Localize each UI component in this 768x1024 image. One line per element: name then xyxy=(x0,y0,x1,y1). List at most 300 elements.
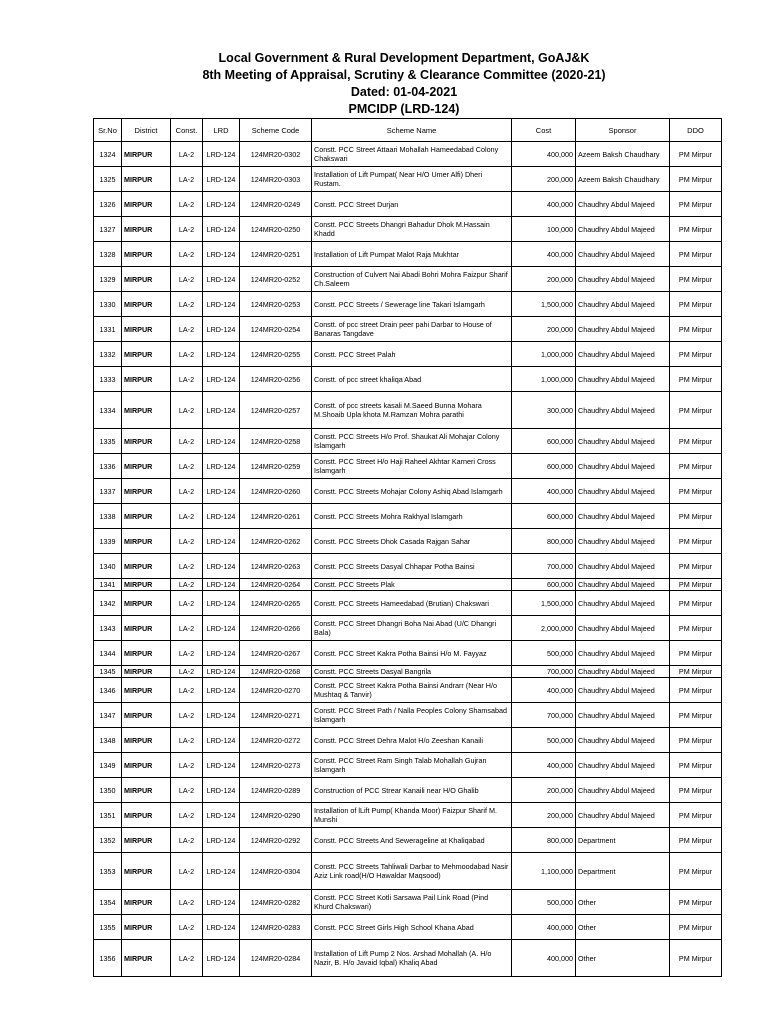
cell-district: MIRPUR xyxy=(122,217,171,242)
cell-sponsor: Chaudhry Abdul Majeed xyxy=(576,579,670,591)
cell-sponsor: Chaudhry Abdul Majeed xyxy=(576,267,670,292)
cell-sr-no: 1325 xyxy=(94,167,122,192)
cell-cost: 800,000 xyxy=(512,828,576,853)
cell-const: LA-2 xyxy=(171,728,203,753)
table-row xyxy=(94,142,722,167)
cell-scheme-code: 124MR20-0303 xyxy=(240,167,312,192)
cell-sr-no: 1327 xyxy=(94,217,122,242)
cell-scheme-name: Constt. PCC Streets Mohajar Colony Ashiq Abad Islamgarh xyxy=(312,479,512,504)
cell-cost: 400,000 xyxy=(512,479,576,504)
department-title: Local Government & Rural Development Department, GoAJ&K xyxy=(218,51,590,65)
cell-sponsor: Chaudhry Abdul Majeed xyxy=(576,367,670,392)
cell-lrd: LRD-124 xyxy=(203,267,240,292)
table-row xyxy=(94,579,722,591)
cell-ddo: PM Mirpur xyxy=(670,367,722,392)
cell-sponsor: Chaudhry Abdul Majeed xyxy=(576,641,670,666)
cell-const: LA-2 xyxy=(171,666,203,678)
cell-scheme-code: 124MR20-0290 xyxy=(240,803,312,828)
cell-lrd: LRD-124 xyxy=(203,890,240,915)
cell-const: LA-2 xyxy=(171,591,203,616)
cell-district: MIRPUR xyxy=(122,728,171,753)
cell-lrd: LRD-124 xyxy=(203,616,240,641)
cell-ddo: PM Mirpur xyxy=(670,803,722,828)
cell-sponsor: Chaudhry Abdul Majeed xyxy=(576,666,670,678)
table-row xyxy=(94,753,722,778)
cell-cost: 500,000 xyxy=(512,728,576,753)
cell-sr-no: 1354 xyxy=(94,890,122,915)
table-row xyxy=(94,479,722,504)
cell-sponsor: Chaudhry Abdul Majeed xyxy=(576,429,670,454)
cell-ddo: PM Mirpur xyxy=(670,554,722,579)
cell-district: MIRPUR xyxy=(122,367,171,392)
cell-district: MIRPUR xyxy=(122,591,171,616)
cell-scheme-code: 124MR20-0292 xyxy=(240,828,312,853)
cell-sr-no: 1329 xyxy=(94,267,122,292)
cell-cost: 400,000 xyxy=(512,142,576,167)
cell-ddo: PM Mirpur xyxy=(670,342,722,367)
cell-cost: 400,000 xyxy=(512,242,576,267)
cell-sponsor: Chaudhry Abdul Majeed xyxy=(576,217,670,242)
cell-const: LA-2 xyxy=(171,504,203,529)
cell-cost: 400,000 xyxy=(512,678,576,703)
cell-ddo: PM Mirpur xyxy=(670,940,722,977)
cell-ddo: PM Mirpur xyxy=(670,828,722,853)
cell-sponsor: Chaudhry Abdul Majeed xyxy=(576,292,670,317)
cell-const: LA-2 xyxy=(171,392,203,429)
cell-cost: 200,000 xyxy=(512,267,576,292)
cell-district: MIRPUR xyxy=(122,853,171,890)
cell-ddo: PM Mirpur xyxy=(670,579,722,591)
cell-scheme-code: 124MR20-0272 xyxy=(240,728,312,753)
cell-scheme-name: Constt. PCC Streets Tahliwali Darbar to Mehmoodabad Nasir Aziz Link road(H/O Hawaldar Maqsood) xyxy=(312,853,512,890)
cell-district: MIRPUR xyxy=(122,392,171,429)
table-row xyxy=(94,728,722,753)
cell-ddo: PM Mirpur xyxy=(670,641,722,666)
cell-scheme-name: Constt. PCC Streets H/o Prof. Shaukat Ali Mohajar Colony Islamgarh xyxy=(312,429,512,454)
table-row xyxy=(94,890,722,915)
cell-sr-no: 1347 xyxy=(94,703,122,728)
column-header-ddo: DDO xyxy=(670,119,722,142)
table-row xyxy=(94,504,722,529)
column-header-sponsor: Sponsor xyxy=(576,119,670,142)
cell-sr-no: 1355 xyxy=(94,915,122,940)
cell-const: LA-2 xyxy=(171,267,203,292)
cell-sr-no: 1328 xyxy=(94,242,122,267)
cell-cost: 500,000 xyxy=(512,641,576,666)
cell-scheme-name: Constt. PCC Street Palah xyxy=(312,342,512,367)
cell-const: LA-2 xyxy=(171,641,203,666)
column-header-sr-no: Sr.No xyxy=(94,119,122,142)
cell-cost: 200,000 xyxy=(512,778,576,803)
cell-sponsor: Chaudhry Abdul Majeed xyxy=(576,342,670,367)
cell-ddo: PM Mirpur xyxy=(670,753,722,778)
cell-sr-no: 1352 xyxy=(94,828,122,853)
cell-scheme-code: 124MR20-0255 xyxy=(240,342,312,367)
cell-scheme-code: 124MR20-0270 xyxy=(240,678,312,703)
cell-district: MIRPUR xyxy=(122,940,171,977)
cell-lrd: LRD-124 xyxy=(203,242,240,267)
cell-district: MIRPUR xyxy=(122,616,171,641)
cell-ddo: PM Mirpur xyxy=(670,853,722,890)
cell-district: MIRPUR xyxy=(122,915,171,940)
cell-ddo: PM Mirpur xyxy=(670,728,722,753)
cell-ddo: PM Mirpur xyxy=(670,454,722,479)
cell-scheme-code: 124MR20-0250 xyxy=(240,217,312,242)
cell-ddo: PM Mirpur xyxy=(670,666,722,678)
column-header-const: Const. xyxy=(171,119,203,142)
cell-lrd: LRD-124 xyxy=(203,940,240,977)
cell-scheme-code: 124MR20-0273 xyxy=(240,753,312,778)
cell-lrd: LRD-124 xyxy=(203,678,240,703)
cell-district: MIRPUR xyxy=(122,479,171,504)
cell-scheme-code: 124MR20-0260 xyxy=(240,479,312,504)
cell-sponsor: Chaudhry Abdul Majeed xyxy=(576,554,670,579)
cell-lrd: LRD-124 xyxy=(203,392,240,429)
cell-sponsor: Other xyxy=(576,940,670,977)
cell-sr-no: 1343 xyxy=(94,616,122,641)
cell-const: LA-2 xyxy=(171,292,203,317)
cell-sr-no: 1331 xyxy=(94,317,122,342)
cell-scheme-name: Constt. PCC Streets Plak xyxy=(312,579,512,591)
cell-lrd: LRD-124 xyxy=(203,217,240,242)
cell-cost: 400,000 xyxy=(512,940,576,977)
cell-scheme-code: 124MR20-0256 xyxy=(240,367,312,392)
cell-const: LA-2 xyxy=(171,803,203,828)
table-row xyxy=(94,703,722,728)
cell-const: LA-2 xyxy=(171,192,203,217)
cell-scheme-name: Constt. of pcc streets kasali M.Saeed Bunna Mohara M.Shoaib Upla khota M.Ramzan Mohra parathi xyxy=(312,392,512,429)
cell-scheme-name: Constt. PCC Streets Dhangri Bahadur Dhok M.Hassain Khadd xyxy=(312,217,512,242)
cell-ddo: PM Mirpur xyxy=(670,267,722,292)
table-row xyxy=(94,641,722,666)
cell-cost: 300,000 xyxy=(512,392,576,429)
cell-cost: 700,000 xyxy=(512,666,576,678)
table-row xyxy=(94,828,722,853)
cell-district: MIRPUR xyxy=(122,429,171,454)
cell-scheme-name: Installation of Lift Pump 2 Nos. Arshad Mohallah (A. H/o Nazir, B. H/o Javaid Iqbal) Khaliq Abad xyxy=(312,940,512,977)
cell-lrd: LRD-124 xyxy=(203,666,240,678)
cell-cost: 700,000 xyxy=(512,703,576,728)
cell-sponsor: Azeem Baksh Chaudhary xyxy=(576,142,670,167)
cell-sr-no: 1326 xyxy=(94,192,122,217)
cell-scheme-name: Constt. PCC Street Kakra Potha Bainsi Andrarr (Near H/o Mushtaq & Tanvir) xyxy=(312,678,512,703)
cell-sponsor: Chaudhry Abdul Majeed xyxy=(576,392,670,429)
cell-sr-no: 1339 xyxy=(94,529,122,554)
cell-district: MIRPUR xyxy=(122,454,171,479)
table-row xyxy=(94,529,722,554)
cell-district: MIRPUR xyxy=(122,641,171,666)
cell-scheme-code: 124MR20-0289 xyxy=(240,778,312,803)
cell-lrd: LRD-124 xyxy=(203,803,240,828)
cell-scheme-name: Installation of Lift Pumpat Malot Raja Mukhtar xyxy=(312,242,512,267)
cell-district: MIRPUR xyxy=(122,242,171,267)
cell-ddo: PM Mirpur xyxy=(670,317,722,342)
cell-scheme-code: 124MR20-0284 xyxy=(240,940,312,977)
cell-const: LA-2 xyxy=(171,678,203,703)
cell-sponsor: Chaudhry Abdul Majeed xyxy=(576,529,670,554)
cell-const: LA-2 xyxy=(171,367,203,392)
cell-scheme-code: 124MR20-0261 xyxy=(240,504,312,529)
cell-const: LA-2 xyxy=(171,616,203,641)
cell-scheme-code: 124MR20-0249 xyxy=(240,192,312,217)
table-row xyxy=(94,803,722,828)
cell-scheme-name: Constt. PCC Street Dehra Malot H/o Zeeshan Kanaili xyxy=(312,728,512,753)
cell-const: LA-2 xyxy=(171,579,203,591)
cell-scheme-code: 124MR20-0302 xyxy=(240,142,312,167)
cell-district: MIRPUR xyxy=(122,678,171,703)
cell-scheme-name: Constt. PCC Street Ram Singh Talab Mohallah Gujran Islamgarh xyxy=(312,753,512,778)
cell-cost: 600,000 xyxy=(512,504,576,529)
cell-const: LA-2 xyxy=(171,167,203,192)
table-row xyxy=(94,192,722,217)
cell-scheme-name: Constt. PCC Street Path / Nalla Peoples Colony Shamsabad Islamgarh xyxy=(312,703,512,728)
cell-sr-no: 1340 xyxy=(94,554,122,579)
cell-sponsor: Department xyxy=(576,853,670,890)
cell-district: MIRPUR xyxy=(122,292,171,317)
cell-cost: 500,000 xyxy=(512,890,576,915)
column-header-cost: Cost xyxy=(512,119,576,142)
cell-lrd: LRD-124 xyxy=(203,167,240,192)
cell-const: LA-2 xyxy=(171,142,203,167)
cell-const: LA-2 xyxy=(171,317,203,342)
cell-ddo: PM Mirpur xyxy=(670,703,722,728)
cell-lrd: LRD-124 xyxy=(203,367,240,392)
cell-sponsor: Chaudhry Abdul Majeed xyxy=(576,242,670,267)
cell-sr-no: 1324 xyxy=(94,142,122,167)
cell-cost: 1,000,000 xyxy=(512,342,576,367)
cell-scheme-code: 124MR20-0259 xyxy=(240,454,312,479)
cell-district: MIRPUR xyxy=(122,192,171,217)
cell-scheme-code: 124MR20-0252 xyxy=(240,267,312,292)
cell-district: MIRPUR xyxy=(122,579,171,591)
cell-sr-no: 1356 xyxy=(94,940,122,977)
cell-sr-no: 1350 xyxy=(94,778,122,803)
cell-scheme-code: 124MR20-0253 xyxy=(240,292,312,317)
cell-lrd: LRD-124 xyxy=(203,342,240,367)
cell-sponsor: Chaudhry Abdul Majeed xyxy=(576,728,670,753)
cell-scheme-code: 124MR20-0304 xyxy=(240,853,312,890)
cell-ddo: PM Mirpur xyxy=(670,591,722,616)
cell-lrd: LRD-124 xyxy=(203,142,240,167)
cell-scheme-name: Installation of Lift Pumpat( Near H/O Umer Alfi) Dheri Rustam. xyxy=(312,167,512,192)
document-header xyxy=(0,50,768,118)
cell-cost: 600,000 xyxy=(512,579,576,591)
cell-scheme-code: 124MR20-0257 xyxy=(240,392,312,429)
cell-sponsor: Chaudhry Abdul Majeed xyxy=(576,753,670,778)
cell-district: MIRPUR xyxy=(122,167,171,192)
cell-const: LA-2 xyxy=(171,753,203,778)
cell-cost: 600,000 xyxy=(512,429,576,454)
cell-scheme-name: Constt. PCC Street Dhangri Boha Nai Abad (U/C Dhangri Bala) xyxy=(312,616,512,641)
cell-sr-no: 1334 xyxy=(94,392,122,429)
cell-cost: 700,000 xyxy=(512,554,576,579)
table-row xyxy=(94,429,722,454)
cell-sponsor: Chaudhry Abdul Majeed xyxy=(576,591,670,616)
table-row xyxy=(94,554,722,579)
cell-ddo: PM Mirpur xyxy=(670,778,722,803)
cell-ddo: PM Mirpur xyxy=(670,217,722,242)
table-row xyxy=(94,342,722,367)
cell-ddo: PM Mirpur xyxy=(670,292,722,317)
cell-sponsor: Chaudhry Abdul Majeed xyxy=(576,479,670,504)
cell-cost: 2,000,000 xyxy=(512,616,576,641)
cell-sponsor: Chaudhry Abdul Majeed xyxy=(576,678,670,703)
cell-const: LA-2 xyxy=(171,915,203,940)
cell-sponsor: Chaudhry Abdul Majeed xyxy=(576,703,670,728)
table-row xyxy=(94,217,722,242)
cell-scheme-name: Constt. of pcc street khaliqa Abad xyxy=(312,367,512,392)
cell-sr-no: 1332 xyxy=(94,342,122,367)
cell-cost: 400,000 xyxy=(512,753,576,778)
cell-district: MIRPUR xyxy=(122,778,171,803)
table-row xyxy=(94,267,722,292)
cell-district: MIRPUR xyxy=(122,142,171,167)
cell-sr-no: 1338 xyxy=(94,504,122,529)
table-row xyxy=(94,853,722,890)
cell-cost: 100,000 xyxy=(512,217,576,242)
cell-cost: 800,000 xyxy=(512,529,576,554)
cell-scheme-code: 124MR20-0282 xyxy=(240,890,312,915)
cell-ddo: PM Mirpur xyxy=(670,890,722,915)
cell-sponsor: Other xyxy=(576,890,670,915)
cell-sponsor: Chaudhry Abdul Majeed xyxy=(576,192,670,217)
table-row xyxy=(94,454,722,479)
cell-sr-no: 1346 xyxy=(94,678,122,703)
cell-lrd: LRD-124 xyxy=(203,479,240,504)
cell-scheme-name: Constt. PCC Streets Hameedabad (Brutian) Chakswari xyxy=(312,591,512,616)
table-row xyxy=(94,915,722,940)
cell-sr-no: 1353 xyxy=(94,853,122,890)
cell-scheme-name: Constt. PCC Street Kakra Potha Bainsi H/o M. Fayyaz xyxy=(312,641,512,666)
cell-ddo: PM Mirpur xyxy=(670,392,722,429)
cell-cost: 1,500,000 xyxy=(512,591,576,616)
cell-district: MIRPUR xyxy=(122,267,171,292)
table-row xyxy=(94,678,722,703)
cell-ddo: PM Mirpur xyxy=(670,429,722,454)
cell-scheme-code: 124MR20-0268 xyxy=(240,666,312,678)
cell-scheme-code: 124MR20-0263 xyxy=(240,554,312,579)
cell-const: LA-2 xyxy=(171,217,203,242)
cell-sr-no: 1330 xyxy=(94,292,122,317)
cell-scheme-name: Constt. PCC Street Girls High School Khana Abad xyxy=(312,915,512,940)
cell-lrd: LRD-124 xyxy=(203,641,240,666)
cell-ddo: PM Mirpur xyxy=(670,479,722,504)
cell-scheme-code: 124MR20-0264 xyxy=(240,579,312,591)
cell-scheme-code: 124MR20-0283 xyxy=(240,915,312,940)
table-header-row xyxy=(94,119,722,142)
cell-ddo: PM Mirpur xyxy=(670,142,722,167)
cell-cost: 200,000 xyxy=(512,167,576,192)
table-row xyxy=(94,367,722,392)
cell-const: LA-2 xyxy=(171,778,203,803)
cell-scheme-name: Constt. PCC Street H/o Haji Raheel Akhtar Karneri Cross Islamgarh xyxy=(312,454,512,479)
cell-cost: 1,000,000 xyxy=(512,367,576,392)
cell-sr-no: 1335 xyxy=(94,429,122,454)
cell-scheme-code: 124MR20-0254 xyxy=(240,317,312,342)
cell-scheme-name: Constt. PCC Streets / Sewerage line Takari Islamgarh xyxy=(312,292,512,317)
cell-scheme-name: Constt. PCC Street Kotli Sarsawa Pail Link Road (Pind Khurd Chakswari) xyxy=(312,890,512,915)
cell-district: MIRPUR xyxy=(122,703,171,728)
cell-ddo: PM Mirpur xyxy=(670,915,722,940)
cell-district: MIRPUR xyxy=(122,342,171,367)
cell-const: LA-2 xyxy=(171,703,203,728)
table-row xyxy=(94,666,722,678)
cell-district: MIRPUR xyxy=(122,666,171,678)
cell-sponsor: Department xyxy=(576,828,670,853)
cell-lrd: LRD-124 xyxy=(203,591,240,616)
cell-sr-no: 1345 xyxy=(94,666,122,678)
cell-scheme-code: 124MR20-0267 xyxy=(240,641,312,666)
cell-scheme-name: Construction of Culvert Nai Abadi Bohri Mohra Faizpur Sharif Ch.Saleem xyxy=(312,267,512,292)
cell-scheme-code: 124MR20-0271 xyxy=(240,703,312,728)
cell-scheme-name: Constt. PCC Street Attaari Mohallah Hameedabad Colony Chakswari xyxy=(312,142,512,167)
cell-district: MIRPUR xyxy=(122,317,171,342)
cell-sr-no: 1348 xyxy=(94,728,122,753)
table-row xyxy=(94,778,722,803)
cell-lrd: LRD-124 xyxy=(203,853,240,890)
cell-scheme-name: Constt. of pcc street Drain peer pahi Darbar to House of Banaras Tangdave xyxy=(312,317,512,342)
cell-lrd: LRD-124 xyxy=(203,554,240,579)
column-header-scheme-name: Scheme Name xyxy=(312,119,512,142)
cell-scheme-code: 124MR20-0258 xyxy=(240,429,312,454)
cell-sponsor: Chaudhry Abdul Majeed xyxy=(576,616,670,641)
cell-sponsor: Chaudhry Abdul Majeed xyxy=(576,317,670,342)
cell-cost: 400,000 xyxy=(512,915,576,940)
cell-cost: 1,500,000 xyxy=(512,292,576,317)
cell-district: MIRPUR xyxy=(122,504,171,529)
cell-lrd: LRD-124 xyxy=(203,292,240,317)
cell-lrd: LRD-124 xyxy=(203,429,240,454)
cell-const: LA-2 xyxy=(171,429,203,454)
cell-district: MIRPUR xyxy=(122,890,171,915)
cell-const: LA-2 xyxy=(171,853,203,890)
cell-lrd: LRD-124 xyxy=(203,504,240,529)
column-header-scheme-code: Scheme Code xyxy=(240,119,312,142)
cell-const: LA-2 xyxy=(171,454,203,479)
cell-lrd: LRD-124 xyxy=(203,728,240,753)
cell-ddo: PM Mirpur xyxy=(670,242,722,267)
cell-sr-no: 1342 xyxy=(94,591,122,616)
cell-lrd: LRD-124 xyxy=(203,579,240,591)
cell-scheme-code: 124MR20-0251 xyxy=(240,242,312,267)
table-row xyxy=(94,940,722,977)
cell-const: LA-2 xyxy=(171,479,203,504)
program-title: PMCIDP (LRD-124) xyxy=(348,102,460,116)
table-row xyxy=(94,591,722,616)
cell-district: MIRPUR xyxy=(122,803,171,828)
cell-ddo: PM Mirpur xyxy=(670,192,722,217)
cell-lrd: LRD-124 xyxy=(203,529,240,554)
cell-scheme-name: Installation of lLift Pump( Khanda Moor) Faizpur Sharif M. Munshi xyxy=(312,803,512,828)
cell-cost: 200,000 xyxy=(512,317,576,342)
cell-scheme-name: Constt. PCC Streets Dasyal Bangrila xyxy=(312,666,512,678)
cell-lrd: LRD-124 xyxy=(203,192,240,217)
cell-sr-no: 1344 xyxy=(94,641,122,666)
cell-ddo: PM Mirpur xyxy=(670,167,722,192)
cell-sponsor: Chaudhry Abdul Majeed xyxy=(576,454,670,479)
meeting-date: Dated: 01-04-2021 xyxy=(350,85,458,99)
cell-sponsor: Chaudhry Abdul Majeed xyxy=(576,803,670,828)
cell-cost: 400,000 xyxy=(512,192,576,217)
cell-scheme-code: 124MR20-0265 xyxy=(240,591,312,616)
cell-lrd: LRD-124 xyxy=(203,753,240,778)
cell-lrd: LRD-124 xyxy=(203,317,240,342)
cell-sr-no: 1336 xyxy=(94,454,122,479)
cell-sr-no: 1333 xyxy=(94,367,122,392)
meeting-title: 8th Meeting of Appraisal, Scrutiny & Clearance Committee (2020-21) xyxy=(202,68,606,82)
cell-const: LA-2 xyxy=(171,242,203,267)
cell-cost: 1,100,000 xyxy=(512,853,576,890)
